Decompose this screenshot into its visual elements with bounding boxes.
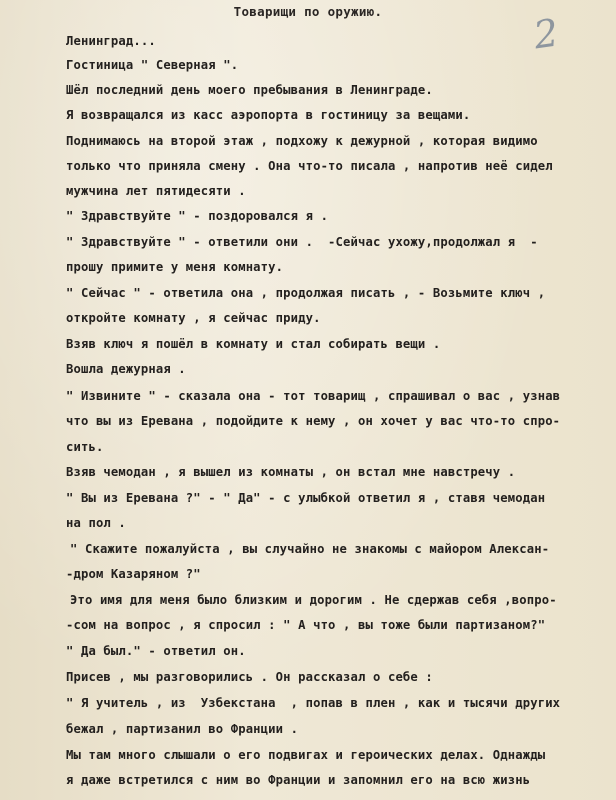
text-line: на пол .: [66, 516, 126, 530]
text-line: бежал , партизанил во Франции .: [66, 722, 299, 736]
text-line: Вошла дежурная .: [66, 362, 186, 376]
text-line: " Сейчас " - ответила она , продолжая писать , - Возьмите ключ ,: [66, 286, 546, 300]
text-line: " Здравствуйте " - поздоровался я .: [66, 209, 329, 223]
text-line: Взяв ключ я пошёл в комнату и стал собирать вещи .: [66, 337, 441, 351]
text-line: -сом на вопрос , я спросил : " А что , вы тоже были партизаном?": [66, 618, 546, 632]
handwritten-page-number: 2: [530, 10, 561, 58]
text-line: " Да был." - ответил он.: [66, 644, 246, 658]
text-line: Присев , мы разговорились . Он рассказал о себе :: [66, 670, 433, 684]
text-line: Поднимаюсь на второй этаж , подхожу к дежурной , которая видимо: [66, 134, 538, 148]
text-line: Шёл последний день моего пребывания в Ленинграде.: [66, 83, 433, 97]
text-line: -дром Казаряном ?": [66, 567, 201, 581]
text-line: " Скажите пожалуйста , вы случайно не знакомы с майором Алексан-: [70, 542, 550, 556]
text-line: Я возвращался из касс аэропорта в гостиницу за вещами.: [66, 108, 471, 122]
document-title: Товарищи по оружию.: [233, 4, 383, 19]
text-line: Ленинград...: [66, 34, 156, 48]
text-line: " Здравствуйте " - ответили они . -Сейчас ухожу,продолжал я -: [66, 235, 538, 249]
text-line: сить.: [66, 440, 104, 454]
text-line: Мы там много слышали о его подвигах и героических делах. Однажды: [66, 748, 546, 762]
text-line: только что приняла смену . Она что-то писала , напротив неё сидел: [66, 159, 553, 173]
text-line: Взяв чемодан , я вышел из комнаты , он встал мне навстречу .: [66, 465, 516, 479]
text-line: я даже встретился с ним во Франции и запомнил его на всю жизнь: [66, 773, 531, 787]
text-line: Это имя для меня было близким и дорогим . Не сдержав себя ,вопро-: [70, 593, 557, 607]
text-line: откройте комнату , я сейчас приду.: [66, 311, 321, 325]
text-line: " Вы из Еревана ?" - " Да" - с улыбкой ответил я , ставя чемодан: [66, 491, 546, 505]
text-line: что вы из Еревана , подойдите к нему , он хочет у вас что-то спро-: [66, 414, 561, 428]
text-line: мужчина лет пятидесяти .: [66, 184, 246, 198]
text-line: " Извините " - сказала она - тот товарищ , спрашивал о вас , узнав: [66, 389, 561, 403]
text-line: " Я учитель , из Узбекстана , попав в плен , как и тысячи других: [66, 696, 561, 710]
text-line: Гостиница " Северная ".: [66, 58, 239, 72]
text-line: прошу примите у меня комнату.: [66, 260, 284, 274]
